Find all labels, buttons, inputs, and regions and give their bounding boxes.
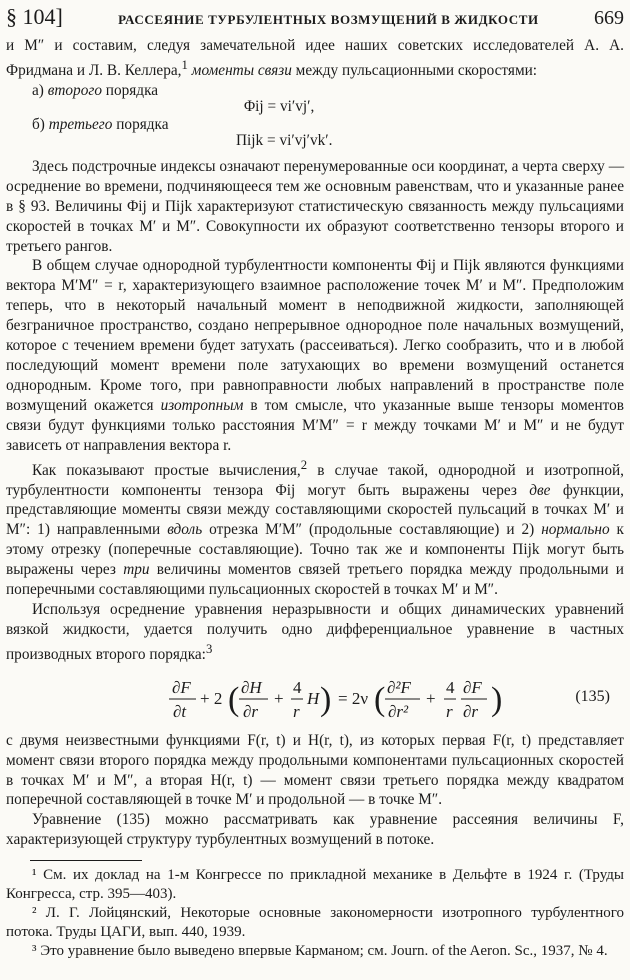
text-run: величины моментов связей третьего порядка между продольными и поперечными составляющими пульсационных скоростей в точках M′ и M″. — [6, 561, 624, 599]
svg-text:r: r — [446, 701, 453, 721]
emphasis-text: изотропным — [153, 396, 244, 414]
footnote-divider — [30, 860, 142, 861]
text-run: и M″ и составим, следуя замечательной идее наших советских исследователей А. А. Фридмана и Л. В. Келлера, — [6, 37, 624, 79]
text-run: к этому отрезку (поперечные составляющие). Точно так же и компоненты Πijk могут быть выражены через — [6, 521, 624, 579]
footnote-ref-2: 2 — [300, 457, 308, 472]
svg-text:): ) — [491, 680, 503, 718]
text-run: порядка — [101, 81, 159, 99]
text-run: В общем случае однородной турбулентности компоненты Φij и Πijk являются функциями вектора M′M″ = r, характеризующего взаимное расположение точек M′ и M″. Предположим теперь, что в некоторый начальный момент в неподвижной жидкости, заполняющей безграничное пространство, создано непрерывное однородное поле начальных возмущений, которое с течением времени будет затухать (рассеиваться). Легко сообразить, что и в любой последующий момент времени поле затухающих во времени возмущений останется однородным. Кроме того, при равноправности любых направлений в пространстве поле возмущений окажется — [6, 257, 624, 414]
body-text — [6, 36, 624, 850]
emphasis-text: нормально — [534, 521, 610, 539]
footnote-2: ² Л. Г. Лойцянский, Некоторые основные закономерности изотропного турбулентного потока. Труды ЦАГИ, вып. 440, 1939. — [6, 905, 624, 941]
svg-text:(: ( — [228, 680, 240, 718]
svg-text:(: ( — [374, 680, 386, 718]
emphasis-text: третьего — [48, 115, 113, 133]
formula-pi: Πijk = vi′vj′vk′. — [236, 131, 333, 149]
text-run: отрезка M′M″ (продольные составляющие) и 2) — [202, 521, 535, 539]
paragraph-dissipation: Уравнение (135) можно рассматривать как уравнение рассеяния величины F, характеризующей структуру турбулентных возмущений в потоке. — [6, 811, 624, 849]
equation-number: (135) — [575, 687, 610, 705]
running-header — [6, 4, 624, 34]
item-marker: б) — [32, 115, 49, 133]
svg-text:4: 4 — [446, 677, 455, 697]
running-title: РАССЕЯНИЕ ТУРБУЛЕНТНЫХ ВОЗМУЩЕНИЙ В ЖИДКОСТИ — [118, 12, 539, 27]
item-a-label — [32, 81, 158, 101]
item-marker: а) — [32, 81, 48, 99]
text-run: между пульсационными скоростями: — [291, 62, 538, 79]
svg-text:+ 2: + 2 — [200, 688, 223, 708]
svg-text:∂F: ∂F — [172, 677, 191, 697]
svg-text:4: 4 — [293, 677, 302, 697]
footnote-3: ³ Это уравнение было выведено впервые Карманом; см. Journ. of the Aeron. Sc., 1937, № 4. — [32, 943, 608, 960]
equation-graphic — [6, 671, 624, 727]
paragraph-homogeneous — [6, 256, 624, 455]
svg-text:+: + — [426, 688, 436, 708]
text-run: Как показывают простые вычисления, — [32, 461, 301, 479]
equation-135 — [6, 671, 624, 727]
svg-text:∂r²: ∂r² — [388, 701, 409, 721]
paragraph-intro — [6, 36, 624, 81]
second-order-line — [6, 81, 624, 115]
footnote-1: ¹ См. их доклад на 1-м Конгрессе по прикладной механике в Дельфте в 1924 г. (Труды Конгресса, стр. 395—403). — [6, 867, 624, 903]
svg-text:∂t: ∂t — [173, 701, 187, 721]
emphasis-text: моменты связи — [187, 62, 292, 79]
text-run: в том смысле, что указанные выше тензоры моментов связи будут функциями только расстояния M′M″ = r между точками M′ и M″ и не будут зависеть от направления вектора r. — [6, 396, 624, 454]
text-run: порядка — [112, 115, 169, 133]
paragraph-indices: Здесь подстрочные индексы означают перенумерованные оси координат, а черта сверху — осреднение во времени, подчиняющееся тем же основным равенствам, что и указанные ранее в § 93. Величины Φij и Πijk характеризуют статистическую связанность между пульсациями скоростей в точках M′ и M″. Совокупности их образуют соответственно тензоры второго и третьего рангов. — [6, 157, 624, 255]
third-order-line — [6, 115, 624, 149]
emphasis-text: три — [115, 561, 150, 579]
section-marker: § 104] — [6, 4, 63, 29]
svg-text:+: + — [274, 688, 284, 708]
paragraph-isotropic — [6, 456, 624, 600]
svg-text:= 2ν: = 2ν — [338, 688, 369, 708]
paragraph-functions: с двумя неизвестными функциями F(r, t) и H(r, t), из которых первая F(r, t) представляет момент связи второго порядка между продольными компонентами пульсационных скоростей в точках M′ и M″, а вторая H(r, t) — момент связи третьего порядка между квадратом поперечной составляющей в точке M′ и продольной — в точке M″. — [6, 731, 624, 809]
emphasis-text: две — [516, 481, 551, 499]
svg-text:∂F: ∂F — [463, 677, 482, 697]
emphasis-text: второго — [47, 81, 102, 99]
footnote-ref-3: 3 — [205, 641, 213, 656]
item-b-label — [32, 115, 169, 135]
footnote-ref-1: 1 — [181, 57, 188, 72]
svg-text:): ) — [320, 680, 332, 718]
svg-text:∂H: ∂H — [241, 677, 262, 697]
svg-text:∂r: ∂r — [463, 701, 479, 721]
svg-text:H: H — [307, 688, 320, 708]
svg-text:∂r: ∂r — [243, 701, 259, 721]
text-run: Используя осреднение уравнения неразрывности и общих динамических уравнений вязкой жидкости, удается получить одно дифференциальное уравнение в частных производных второго порядка: — [6, 600, 624, 663]
text-run: в случае такой, однородной и изотропной, турбулентности компоненты тензора Φij могут быть выражены через — [6, 461, 625, 499]
page-number: 669 — [594, 7, 624, 29]
emphasis-text: вдоль — [160, 521, 203, 539]
paragraph-equation-intro — [6, 600, 624, 665]
text-run: функции, представляющие моменты связи между составляющими скоростей пульсаций в точках M′ и M″: 1) направленными — [6, 481, 624, 539]
svg-text:r: r — [293, 701, 300, 721]
formula-phi: Φij = vi′vj′, — [244, 97, 315, 115]
footnotes — [6, 866, 624, 961]
svg-text:∂²F: ∂²F — [387, 677, 411, 697]
